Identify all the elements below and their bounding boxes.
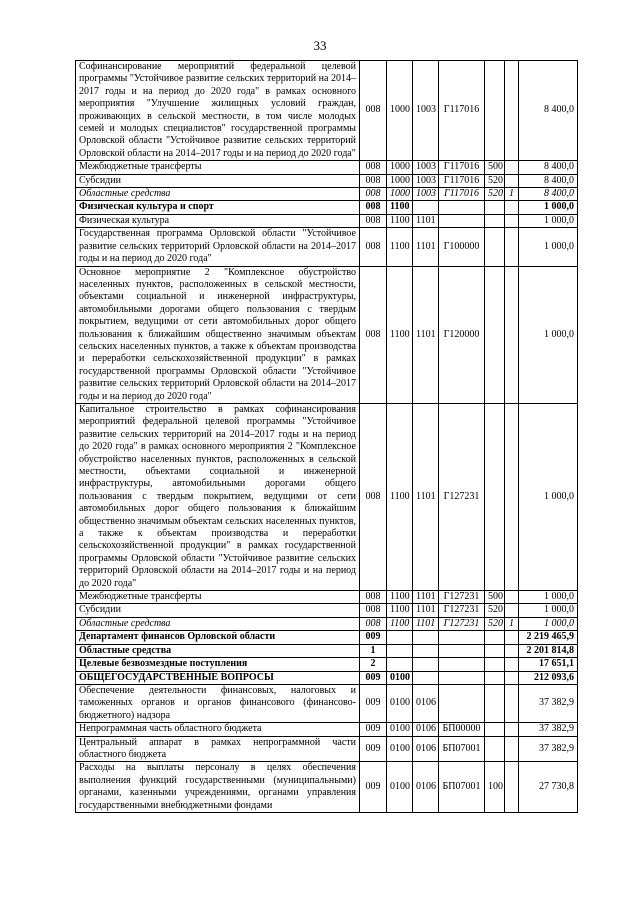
budget-table (75, 60, 578, 813)
row-ved-code: 009 (360, 736, 387, 762)
row-subsection-code: 1101 (413, 591, 439, 604)
row-section-code: 0100 (387, 762, 413, 813)
row-ved-code: 009 (360, 762, 387, 813)
row-source-code (505, 174, 519, 187)
row-name: Непрограммная часть областного бюджета (76, 723, 360, 736)
row-name: Физическая культура (76, 214, 360, 227)
row-name: Центральный аппарат в рамках непрограммной части областного бюджета (76, 736, 360, 762)
row-amount: 8 400,0 (519, 161, 578, 174)
row-section-code: 1000 (387, 161, 413, 174)
row-name: Областные средства (76, 617, 360, 630)
row-expense-type (485, 723, 505, 736)
row-section-code: 1000 (387, 61, 413, 161)
row-amount: 212 093,6 (519, 671, 578, 684)
row-ved-code: 009 (360, 671, 387, 684)
row-section-code: 1100 (387, 617, 413, 630)
row-amount: 37 382,9 (519, 723, 578, 736)
row-section-code: 0100 (387, 723, 413, 736)
row-ved-code: 009 (360, 684, 387, 722)
row-subsection-code: 0106 (413, 736, 439, 762)
row-source-code (505, 644, 519, 657)
table-row (76, 61, 578, 161)
row-amount: 8 400,0 (519, 61, 578, 161)
row-source-code (505, 762, 519, 813)
row-subsection-code (413, 644, 439, 657)
row-name: Расходы на выплаты персоналу в целях обеспечения выполнения функций государственными (муниципальными) органами, казенными учреждениями, органами управления государственными внебюджетными фондами (76, 762, 360, 813)
row-target-article: БП07001 (439, 762, 485, 813)
row-amount: 1 000,0 (519, 617, 578, 630)
row-section-code: 1000 (387, 188, 413, 201)
row-amount: 8 400,0 (519, 174, 578, 187)
row-section-code: 0100 (387, 736, 413, 762)
row-name: Субсидии (76, 604, 360, 617)
row-expense-type (485, 61, 505, 161)
row-amount: 1 000,0 (519, 228, 578, 266)
row-target-article: Г100000 (439, 228, 485, 266)
row-subsection-code: 1101 (413, 617, 439, 630)
row-name: ОБЩЕГОСУДАРСТВЕННЫЕ ВОПРОСЫ (76, 671, 360, 684)
row-name: Межбюджетные трансферты (76, 161, 360, 174)
row-source-code (505, 671, 519, 684)
row-ved-code: 008 (360, 161, 387, 174)
row-source-code (505, 266, 519, 403)
row-expense-type (485, 266, 505, 403)
row-target-article: Г117016 (439, 188, 485, 201)
row-expense-type (485, 403, 505, 590)
table-row (76, 403, 578, 590)
row-target-article: Г127231 (439, 617, 485, 630)
row-ved-code: 1 (360, 644, 387, 657)
row-section-code: 1000 (387, 174, 413, 187)
row-expense-type (485, 214, 505, 227)
row-target-article (439, 671, 485, 684)
row-target-article (439, 658, 485, 671)
row-subsection-code: 1101 (413, 403, 439, 590)
row-expense-type: 500 (485, 591, 505, 604)
table-row (76, 188, 578, 201)
table-row (76, 658, 578, 671)
row-target-article (439, 201, 485, 214)
row-amount: 1 000,0 (519, 266, 578, 403)
row-expense-type: 520 (485, 617, 505, 630)
table-row (76, 174, 578, 187)
row-target-article: Г117016 (439, 161, 485, 174)
row-source-code (505, 161, 519, 174)
row-subsection-code: 1003 (413, 161, 439, 174)
table-row (76, 736, 578, 762)
row-subsection-code (413, 631, 439, 644)
row-target-article: Г127231 (439, 403, 485, 590)
row-name: Обеспечение деятельности финансовых, налоговых и таможенных органов и органов финансового (финансово-бюджетного) надзора (76, 684, 360, 722)
row-target-article: БП00000 (439, 723, 485, 736)
row-amount: 37 382,9 (519, 684, 578, 722)
row-name: Основное мероприятие 2 "Комплексное обустройство населенных пунктов, расположенных в сельской местности, объектами социальной и инженерной инфраструктуры, автомобильными дорогами общего пользования с твердым покрытием, ведущими от сети автомобильных дорог общего пользования к ближайшим общественно значимым объектам сельских населенных пунктов, а также к объектам производства и переработки сельскохозяйственной продукции" в рамках государственной программы Орловской области "Устойчивое развитие сельских территорий Орловской области на 2014–2017 годы и на период до 2020 года" (76, 266, 360, 403)
row-section-code: 1100 (387, 403, 413, 590)
table-row (76, 161, 578, 174)
row-section-code (387, 644, 413, 657)
row-source-code (505, 403, 519, 590)
row-amount: 2 201 814,8 (519, 644, 578, 657)
row-section-code: 1100 (387, 604, 413, 617)
row-subsection-code (413, 201, 439, 214)
row-name: Субсидии (76, 174, 360, 187)
row-source-code (505, 604, 519, 617)
row-source-code (505, 631, 519, 644)
row-name: Областные средства (76, 644, 360, 657)
row-expense-type: 100 (485, 762, 505, 813)
row-ved-code: 008 (360, 591, 387, 604)
row-expense-type: 520 (485, 188, 505, 201)
row-section-code (387, 631, 413, 644)
row-subsection-code: 0106 (413, 684, 439, 722)
row-source-code (505, 684, 519, 722)
row-name: Межбюджетные трансферты (76, 591, 360, 604)
row-subsection-code: 0106 (413, 762, 439, 813)
row-section-code: 0100 (387, 684, 413, 722)
row-expense-type: 500 (485, 161, 505, 174)
row-subsection-code: 1101 (413, 228, 439, 266)
row-ved-code: 008 (360, 174, 387, 187)
row-target-article (439, 644, 485, 657)
row-subsection-code: 1101 (413, 266, 439, 403)
row-ved-code: 008 (360, 604, 387, 617)
row-subsection-code (413, 671, 439, 684)
row-expense-type (485, 658, 505, 671)
table-row (76, 228, 578, 266)
table-row (76, 266, 578, 403)
table-row (76, 644, 578, 657)
row-subsection-code: 0106 (413, 723, 439, 736)
row-section-code: 0100 (387, 671, 413, 684)
row-source-code (505, 228, 519, 266)
row-amount: 8 400,0 (519, 188, 578, 201)
row-name: Физическая культура и спорт (76, 201, 360, 214)
table-row (76, 631, 578, 644)
row-source-code: 1 (505, 617, 519, 630)
row-source-code: 1 (505, 188, 519, 201)
row-subsection-code: 1101 (413, 604, 439, 617)
row-ved-code: 008 (360, 266, 387, 403)
row-target-article: Г127231 (439, 604, 485, 617)
row-expense-type (485, 644, 505, 657)
row-name: Областные средства (76, 188, 360, 201)
row-amount: 1 000,0 (519, 214, 578, 227)
row-expense-type: 520 (485, 174, 505, 187)
row-name: Государственная программа Орловской области "Устойчивое развитие сельских территорий Орловской области на 2014–2017 годы и на период до 2020 года" (76, 228, 360, 266)
row-subsection-code (413, 658, 439, 671)
row-amount: 2 219 465,9 (519, 631, 578, 644)
row-source-code (505, 736, 519, 762)
row-amount: 27 730,8 (519, 762, 578, 813)
row-ved-code: 009 (360, 723, 387, 736)
row-target-article (439, 631, 485, 644)
row-name: Капитальное строительство в рамках софинансирования мероприятий федеральной целевой программы "Устойчивое развитие сельских территорий на 2014–2017 годы и на период до 2020 года" в рамках основного мероприятия 2 "Комплексное обустройство населенных пунктов, расположенных в сельской местности, объектами социальной и инженерной инфраструктуры, автомобильными дорогами общего пользования с твердым покрытием, ведущими от сети автомобильных дорог общего пользования к ближайшим общественно значимым объектам сельских населенных пунктов, а также к объектам производства и переработки сельскохозяйственной продукции" в рамках государственной программы Орловской области "Устойчивое развитие сельских территорий Орловской области на 2014–2017 годы и на период до 2020 года" (76, 403, 360, 590)
row-source-code (505, 214, 519, 227)
table-row (76, 617, 578, 630)
row-target-article: Г127231 (439, 591, 485, 604)
table-row (76, 762, 578, 813)
row-amount: 1 000,0 (519, 201, 578, 214)
row-ved-code: 2 (360, 658, 387, 671)
row-subsection-code: 1101 (413, 214, 439, 227)
row-source-code (505, 61, 519, 161)
row-target-article: Г117016 (439, 174, 485, 187)
row-section-code (387, 658, 413, 671)
table-row (76, 214, 578, 227)
row-amount: 1 000,0 (519, 591, 578, 604)
row-name: Софинансирование мероприятий федеральной целевой программы "Устойчивое развитие сельских территорий на 2014–2017 годы и на период до 2020 года" в рамках основного мероприятия "Улучшение жилищных условий граждан, проживающих в сельской местности, в том числе молодых семей и молодых специалистов" государственной программы Орловской области "Устойчивое развитие сельских территорий Орловской области на 2014–2017 годы и на период до 2020 года" (76, 61, 360, 161)
row-name: Целевые безвозмездные поступления (76, 658, 360, 671)
row-expense-type (485, 684, 505, 722)
table-row (76, 671, 578, 684)
row-section-code: 1100 (387, 201, 413, 214)
table-row (76, 201, 578, 214)
row-amount: 37 382,9 (519, 736, 578, 762)
row-subsection-code: 1003 (413, 61, 439, 161)
row-ved-code: 008 (360, 188, 387, 201)
row-subsection-code: 1003 (413, 174, 439, 187)
row-section-code: 1100 (387, 591, 413, 604)
row-ved-code: 008 (360, 403, 387, 590)
row-expense-type (485, 201, 505, 214)
row-section-code: 1100 (387, 228, 413, 266)
table-row (76, 604, 578, 617)
row-target-article (439, 214, 485, 227)
table-row (76, 591, 578, 604)
row-target-article: БП07001 (439, 736, 485, 762)
row-source-code (505, 591, 519, 604)
row-amount: 1 000,0 (519, 403, 578, 590)
page-number: 33 (313, 38, 327, 53)
row-ved-code: 008 (360, 201, 387, 214)
row-source-code (505, 201, 519, 214)
row-expense-type (485, 736, 505, 762)
row-section-code: 1100 (387, 266, 413, 403)
row-ved-code: 008 (360, 228, 387, 266)
table-row (76, 723, 578, 736)
row-expense-type (485, 631, 505, 644)
row-ved-code: 009 (360, 631, 387, 644)
row-ved-code: 008 (360, 214, 387, 227)
row-source-code (505, 658, 519, 671)
row-ved-code: 008 (360, 617, 387, 630)
row-target-article (439, 684, 485, 722)
row-name: Департамент финансов Орловской области (76, 631, 360, 644)
row-expense-type (485, 671, 505, 684)
table-row (76, 684, 578, 722)
row-expense-type: 520 (485, 604, 505, 617)
row-target-article: Г117016 (439, 61, 485, 161)
row-subsection-code: 1003 (413, 188, 439, 201)
row-section-code: 1100 (387, 214, 413, 227)
row-expense-type (485, 228, 505, 266)
row-amount: 17 651,1 (519, 658, 578, 671)
row-source-code (505, 723, 519, 736)
row-target-article: Г120000 (439, 266, 485, 403)
row-amount: 1 000,0 (519, 604, 578, 617)
row-ved-code: 008 (360, 61, 387, 161)
